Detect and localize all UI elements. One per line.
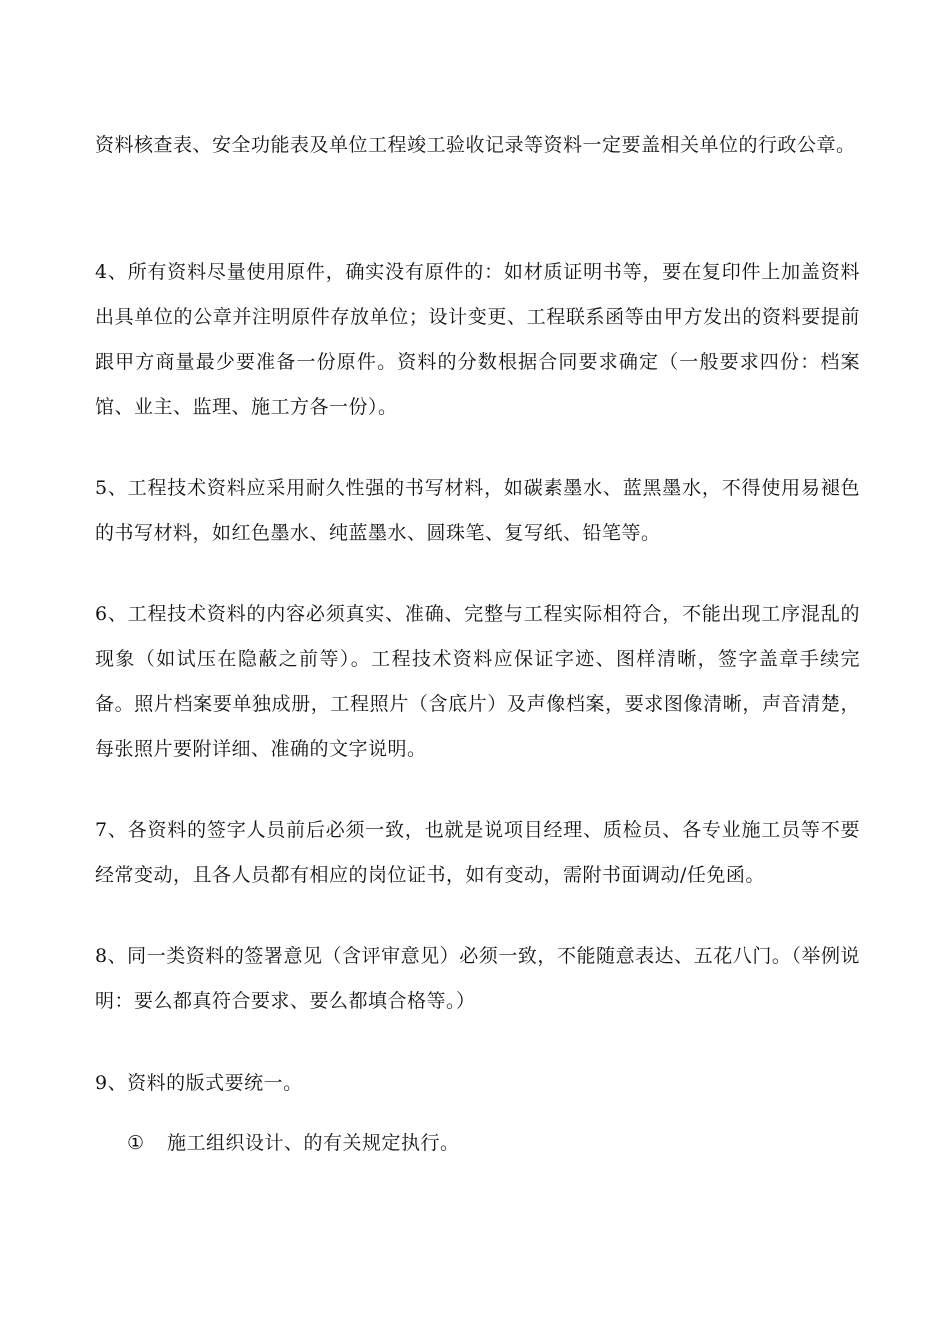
- list-marker: ①: [127, 1132, 145, 1154]
- numbered-list-item: [127, 1121, 827, 1166]
- paragraph-item-4: 4、所有资料尽量使用原件，确实没有原件的：如材质证明书等，要在复印件上加盖资料出具单位的公章并注明原件存放单位；设计变更、工程联系函等由甲方发出的资料要提前跟甲方商量最少要准备一份原件。资料的分数根据合同要求确定（一般要求四份：档案馆、业主、监理、施工方各一份）。: [95, 261, 860, 418]
- paragraph-item-8: 8、同一类资料的签署意见（含评审意见）必须一致，不能随意表达、五花八门。（举例说明：要么都真符合要求、要么都填合格等。）: [95, 945, 860, 1012]
- paragraph-item-6: 6、工程技术资料的内容必须真实、准确、完整与工程实际相符合，不能出现工序混乱的现象（如试压在隐蔽之前等）。工程技术资料应保证字迹、图样清晰，签字盖章手续完备。照片档案要单独成册，工程照片（含底片）及声像档案，要求图像清晰，声音清楚，每张照片要附详细、准确的文字说明。: [95, 603, 860, 760]
- paragraph-continuation: 资料核查表、安全功能表及单位工程竣工验收记录等资料一定要盖相关单位的行政公章。: [95, 134, 856, 156]
- paragraph-item-5: 5、工程技术资料应采用耐久性强的书写材料，如碳素墨水、蓝黑墨水，不得使用易褪色的书写材料，如红色墨水、纯蓝墨水、圆珠笔、复写纸、铅笔等。: [95, 477, 860, 544]
- paragraph-item-7: 7、各资料的签字人员前后必须一致，也就是说项目经理、质检员、各专业施工员等不要经常变动，且各人员都有相应的岗位证书，如有变动，需附书面调动/任免函。: [95, 819, 860, 886]
- list-item-text: 施工组织设计、的有关规定执行。: [167, 1132, 460, 1154]
- paragraph-item-9: 9、资料的版式要统一。: [95, 1072, 303, 1094]
